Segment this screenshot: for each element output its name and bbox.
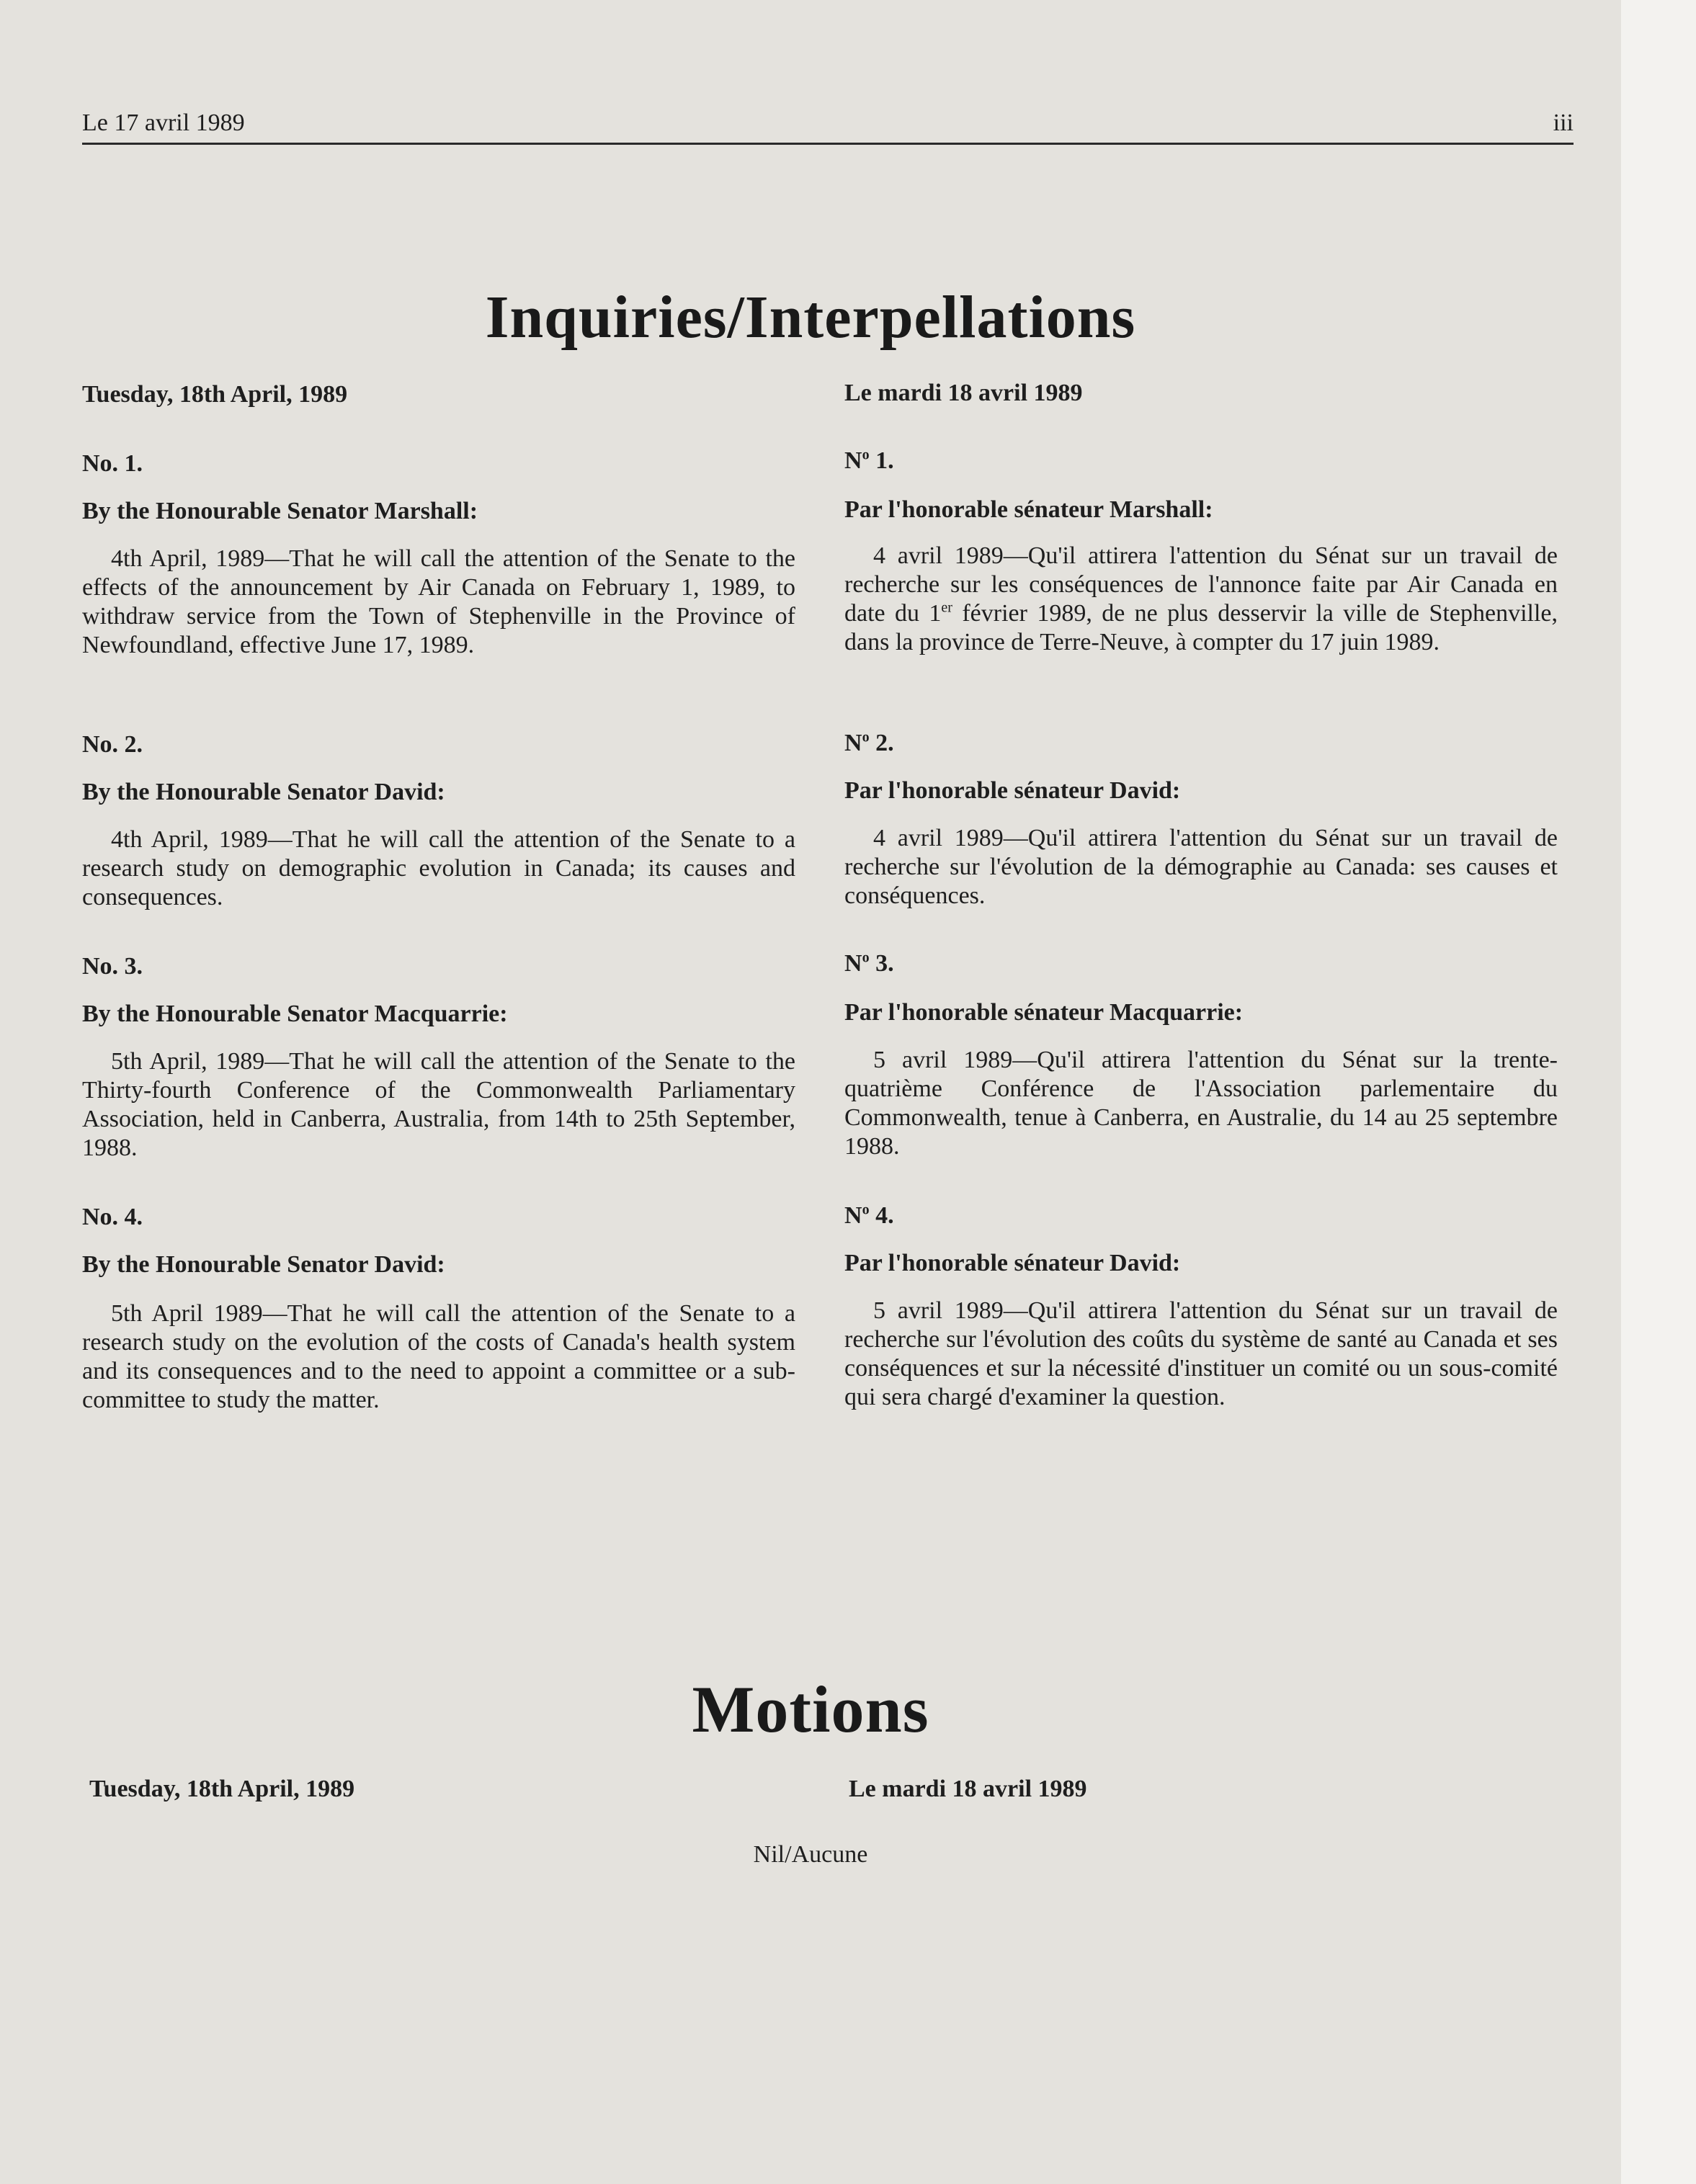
en-item-4-number: No. 4.	[82, 1204, 143, 1230]
fr-item-4-number-prefix: N	[844, 1202, 862, 1229]
motions-fr-date: Le mardi 18 avril 1989	[849, 1776, 1087, 1802]
page-edge	[1621, 0, 1696, 2184]
fr-item-2-number-sup: o	[862, 729, 870, 746]
fr-date: Le mardi 18 avril 1989	[844, 380, 1083, 406]
fr-item-4-number	[844, 1201, 1558, 1230]
en-item-1-number: No. 1.	[82, 450, 143, 477]
en-date: Tuesday, 18th April, 1989	[82, 381, 348, 408]
running-head	[82, 109, 1574, 145]
en-item-2-number: No. 2.	[82, 731, 143, 758]
motions-en-date: Tuesday, 18th April, 1989	[89, 1776, 355, 1802]
inquiries-title: Inquiries/Interpellations	[485, 284, 1136, 351]
page-number: iii	[1553, 109, 1574, 136]
fr-item-1-number-suffix: 1.	[869, 447, 894, 474]
en-item-1-by: By the Honourable Senator Marshall:	[82, 498, 478, 524]
fr-item-1-number	[844, 447, 1558, 475]
fr-item-1-text-post: février 1989, de ne plus desservir la ville de Stephenville, dans la province de Terre-Neuve, à compter du 17 juin 1989.	[844, 600, 1558, 655]
fr-item-1-text-sup: er	[941, 599, 952, 616]
fr-item-2-number-suffix: 2.	[869, 730, 894, 756]
en-item-3-number: No. 3.	[82, 953, 143, 980]
fr-item-3-number-sup: o	[862, 949, 870, 966]
running-head-date: Le 17 avril 1989	[82, 109, 245, 136]
fr-item-3-number-suffix: 3.	[869, 950, 894, 977]
fr-item-4-number-suffix: 4.	[869, 1202, 894, 1229]
fr-item-4-text: 5 avril 1989—Qu'il attirera l'attention du Sénat sur un travail de recherche sur l'évolution des coûts du système de santé au Canada et ses conséquences et sur la nécessité d'instituer un comité ou un sous-comité qui sera chargé d'examiner la question.	[844, 1297, 1558, 1410]
fr-item-2-by: Par l'honorable sénateur David:	[844, 777, 1181, 804]
en-item-3-text: 5th April, 1989—That he will call the attention of the Senate to the Thirty-fourth Conference of the Commonwealth Parliamentary Association, held in Canberra, Australia, from 14th to 25th September, 1988.	[82, 1048, 795, 1161]
en-item-4-text: 5th April 1989—That he will call the attention of the Senate to a research study on the evolution of the costs of Canada's health system and its consequences and to the need to appoint a committee or a sub-committee to study the matter.	[82, 1300, 795, 1413]
fr-item-3-text: 5 avril 1989—Qu'il attirera l'attention du Sénat sur la trente-quatrième Conférence de l'Association parlementaire du Commonwealth, tenue à Canberra, en Australie, du 14 au 25 septembre 1988.	[844, 1047, 1558, 1160]
fr-item-3-number	[844, 949, 1558, 978]
fr-item-1-by: Par l'honorable sénateur Marshall:	[844, 496, 1213, 523]
fr-item-2-text: 4 avril 1989—Qu'il attirera l'attention du Sénat sur un travail de recherche sur l'évolution de la démographie au Canada: ses causes et conséquences.	[844, 825, 1558, 909]
fr-item-3-by: Par l'honorable sénateur Macquarrie:	[844, 999, 1244, 1026]
fr-item-2-number-prefix: N	[844, 730, 862, 756]
fr-item-1-number-sup: o	[862, 447, 870, 463]
en-item-1-text: 4th April, 1989—That he will call the attention of the Senate to the effects of the announcement by Air Canada on February 1, 1989, to withdraw service from the Town of Stephenville in the Province of Newfoundland, effective June 17, 1989.	[82, 545, 795, 658]
fr-item-2-number	[844, 729, 1558, 758]
fr-item-1-text	[844, 542, 1558, 657]
fr-item-4-by: Par l'honorable sénateur David:	[844, 1250, 1181, 1276]
en-item-4-by: By the Honourable Senator David:	[82, 1251, 445, 1278]
motions-nil: Nil/Aucune	[753, 1841, 868, 1868]
en-item-2-text: 4th April, 1989—That he will call the attention of the Senate to a research study on demographic evolution in Canada; its causes and consequences.	[82, 826, 795, 910]
motions-title: Motions	[692, 1673, 929, 1746]
fr-item-3-number-prefix: N	[844, 950, 862, 977]
en-item-2-by: By the Honourable Senator David:	[82, 779, 445, 805]
fr-item-1-number-prefix: N	[844, 447, 862, 474]
fr-item-4-number-sup: o	[862, 1201, 870, 1218]
fr-item-1-text-pre: 4 avril 1989—Qu'il attirera l'attention du Sénat sur un travail de recherche sur les conséquences de l'annonce faite par Air Canada en date du 1	[844, 542, 1558, 627]
en-item-3-by: By the Honourable Senator Macquarrie:	[82, 1001, 508, 1027]
